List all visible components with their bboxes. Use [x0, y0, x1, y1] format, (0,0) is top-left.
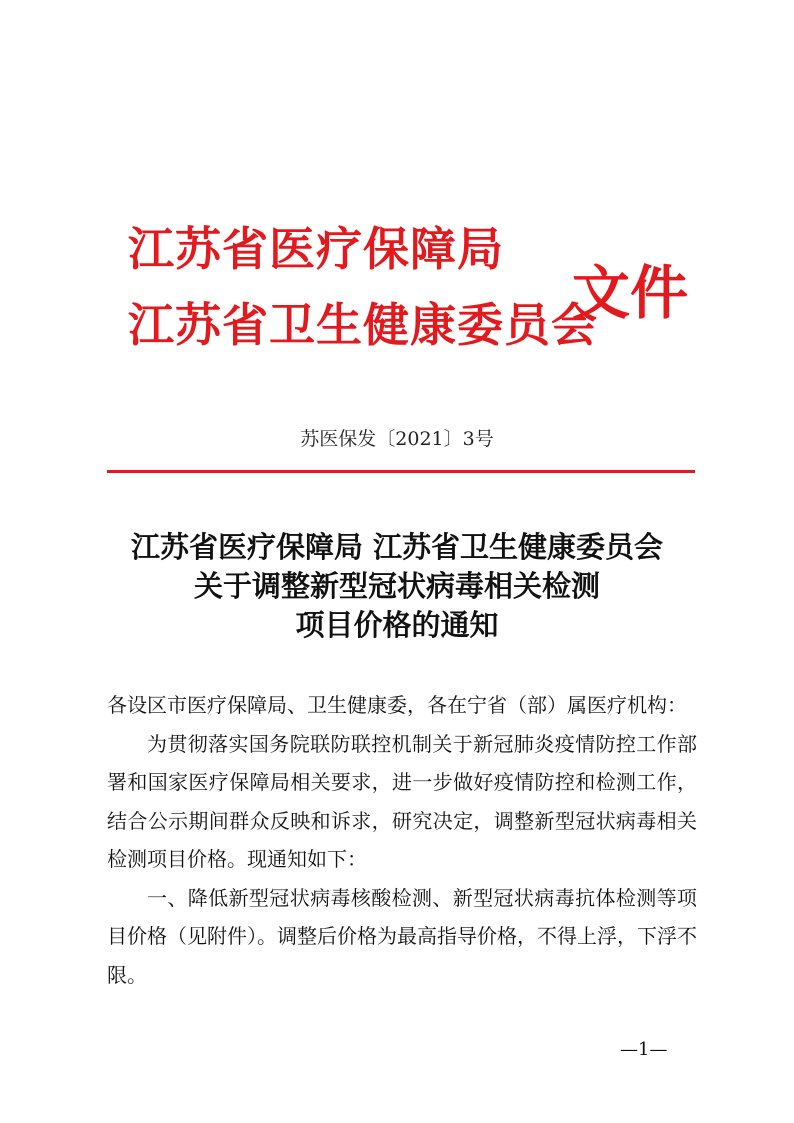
document-number: 苏医保发〔2021〕3号: [300, 428, 494, 450]
title-line-subject-end: 项目价格的通知: [295, 608, 499, 642]
salutation: 各设区市医疗保障局、卫生健康委，各在宁省（部）属医疗机构：: [107, 693, 687, 717]
red-divider-line: [107, 470, 695, 473]
document-header: [128, 214, 688, 364]
title-line-issuers: 江苏省医疗保障局 江苏省卫生健康委员会: [130, 530, 664, 564]
body-paragraph: 为贯彻落实国务院联防联控机制关于新冠肺炎疫情防控工作部署和国家医疗保障局相关要求，进一步做好疫情防控和检测工作，结合公示期间群众反映和诉求，研究决定，调整新型冠状病毒相关检测项目价格。现通知如下：: [107, 731, 697, 871]
document-body: [107, 686, 697, 994]
document-type-label: 文件: [572, 259, 689, 327]
title-line-subject: 关于调整新型冠状病毒相关检测: [193, 569, 600, 603]
issuer-name-health-commission: 江苏省卫生健康委员会: [128, 298, 598, 352]
issuer-name-medical-security: 江苏省医疗保障局: [128, 222, 504, 276]
page-number: —1—: [620, 1039, 668, 1060]
document-title: [0, 528, 794, 645]
body-paragraph: 一、降低新型冠状病毒核酸检测、新型冠状病毒抗体检测等项目价格（见附件）。调整后价格为最高指导价格，不得上浮，下浮不限。: [107, 885, 697, 987]
